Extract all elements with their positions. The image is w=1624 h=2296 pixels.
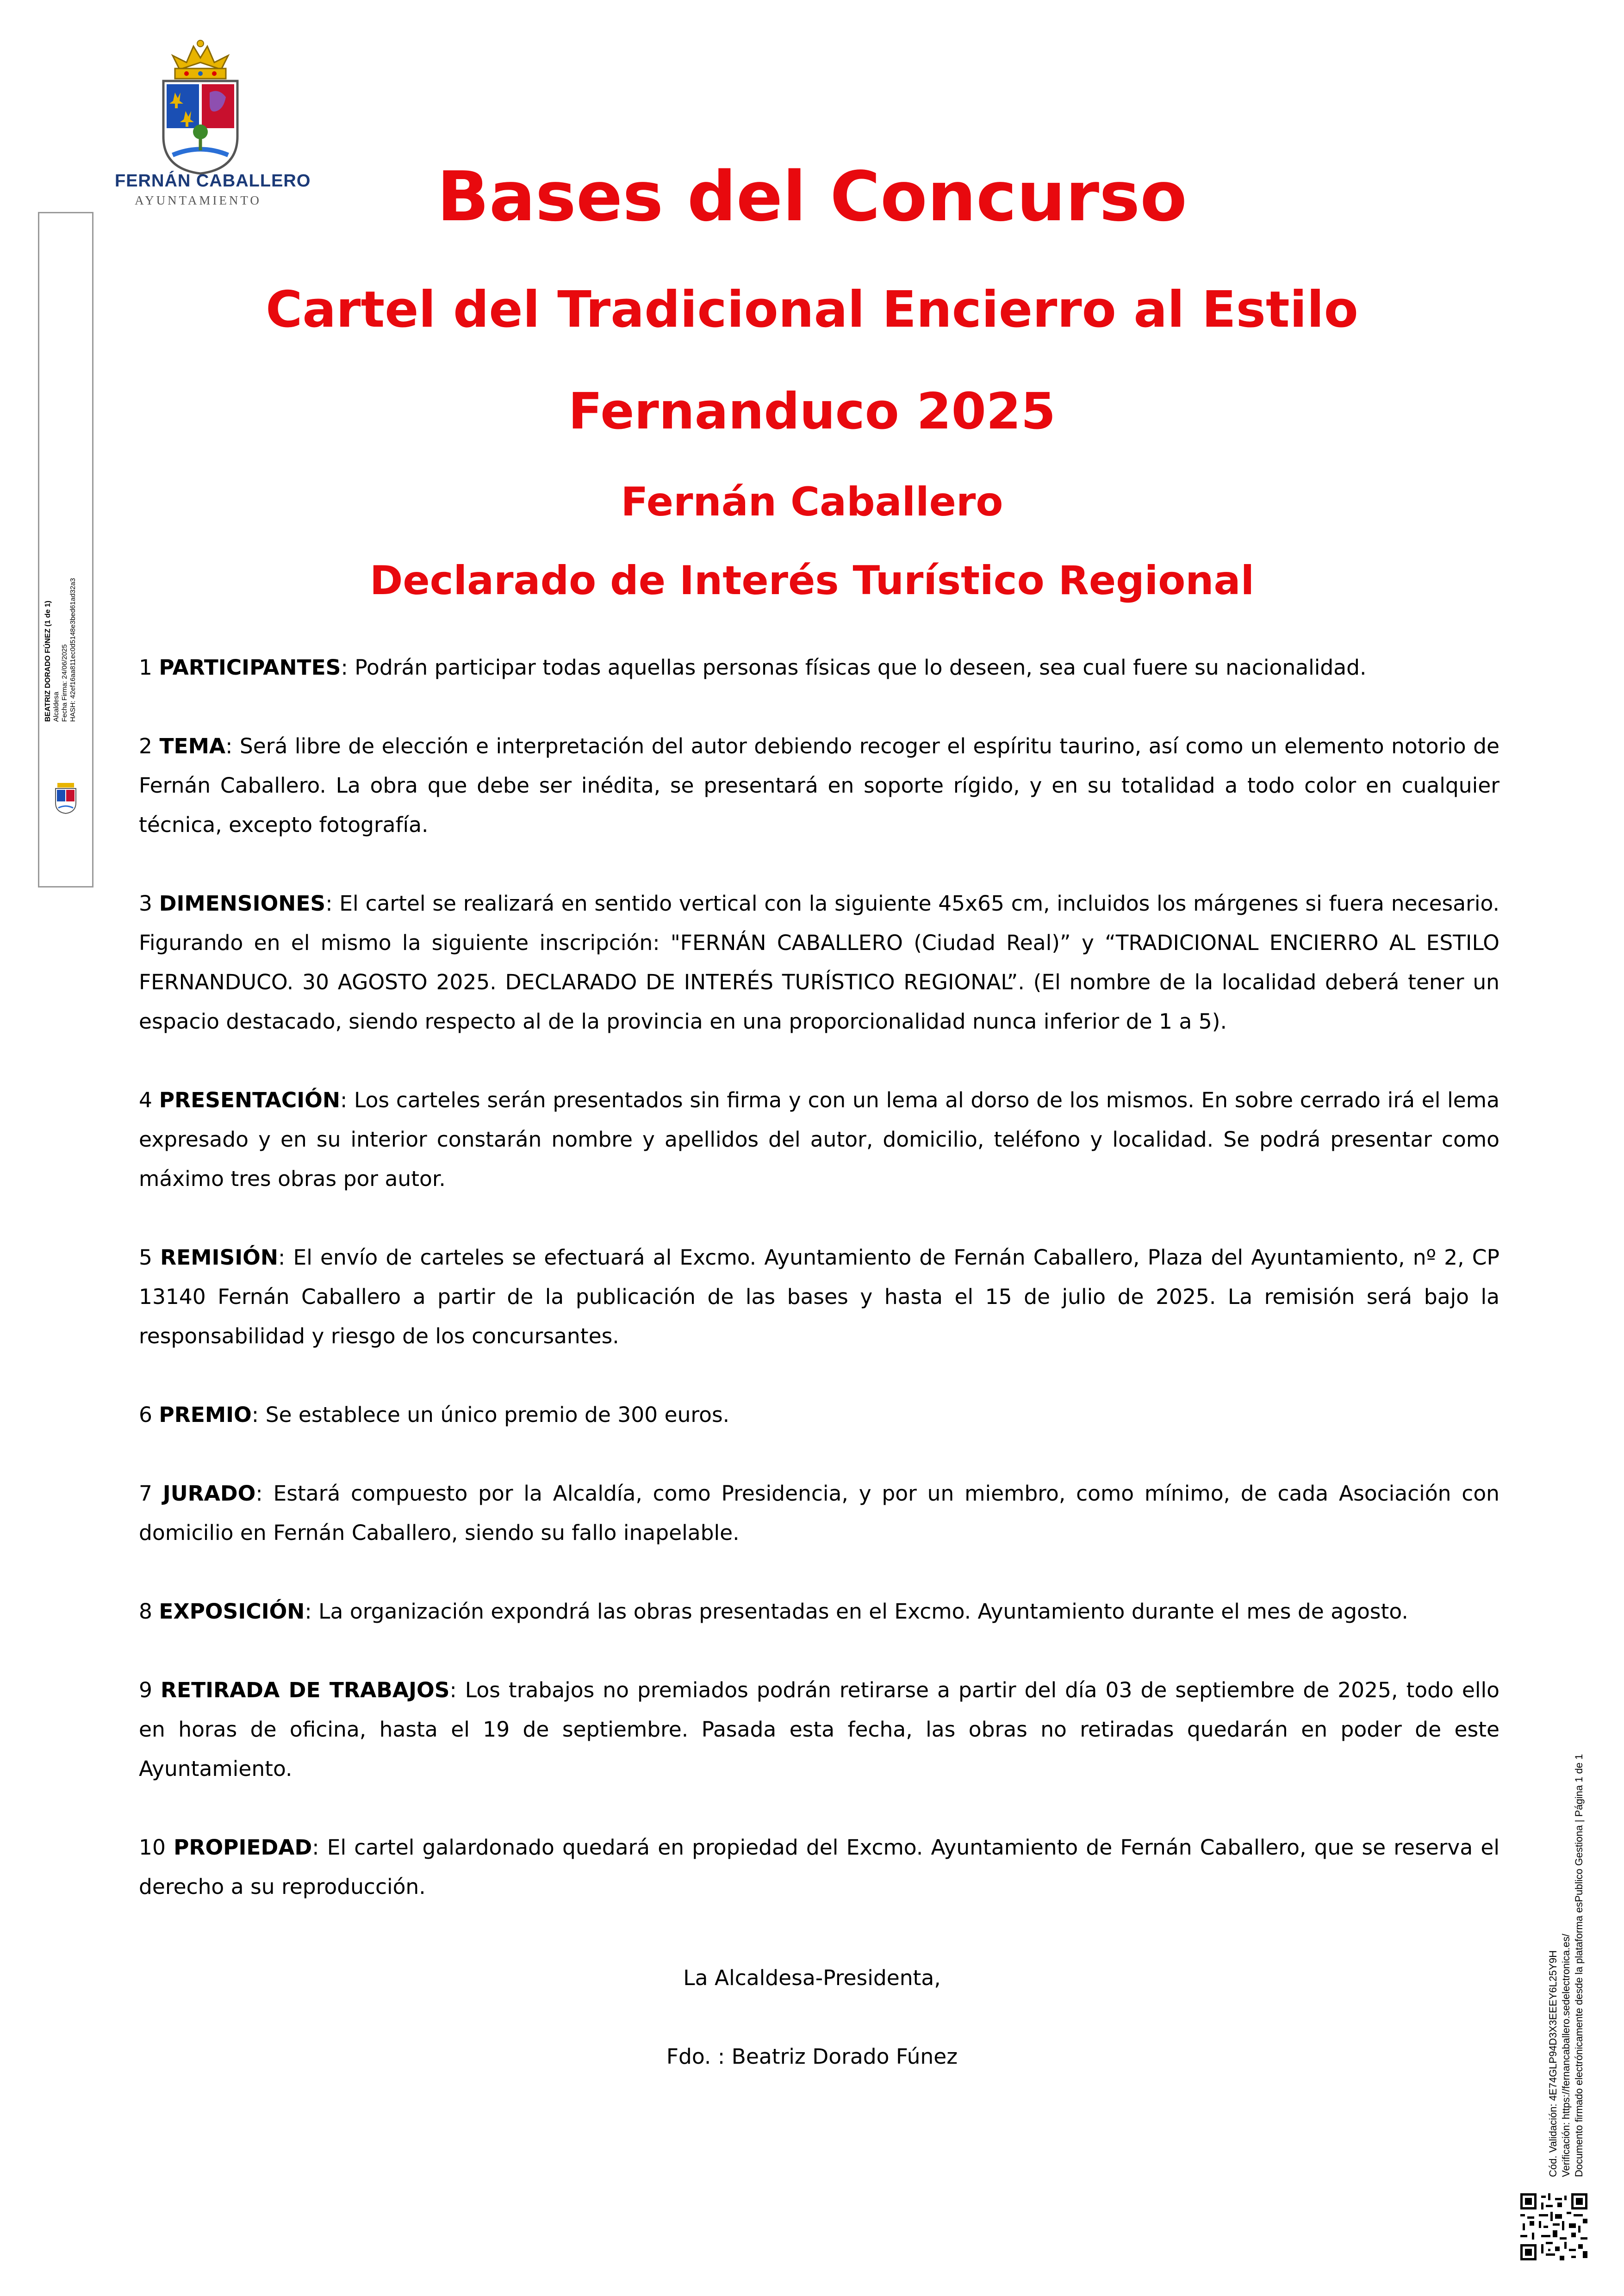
subtitle-line-1: Cartel del Tradicional Encierro al Estilo [266, 281, 1358, 339]
section-title: EXPOSICIÓN [159, 1599, 305, 1624]
main-title: Bases del Concurso [437, 157, 1187, 236]
subtitle-line-2: Fernanduco 2025 [568, 383, 1056, 441]
stamp-signer: BEATRIZ DORADO FÚNEZ (1 de 1) [44, 601, 52, 722]
verification-link[interactable]: Verificación: https://fernancaballero.sedelectronica.es/ [1560, 1934, 1572, 2177]
section-title: DIMENSIONES [159, 891, 326, 916]
validation-footer [1547, 1754, 1586, 2177]
stamp-date: Fecha Firma: 24/06/2025 [61, 644, 68, 722]
section-title: PROPIEDAD [174, 1835, 312, 1860]
validation-code: Cód. Validación: 4E74GLP94D3X3EEEY6L25Y9H [1547, 1950, 1559, 2177]
section-presentacion: 4 PRESENTACIÓN: Los carteles serán presentados sin firma y con un lema al dorso de los mismos. En sobre cerrado irá el lema expresado y en su interior constarán nombre y apellidos del autor, domicilio, teléfono y localidad. Se podrá presentar como máximo tres obras por autor. [139, 1088, 1500, 1191]
section-title: PRESENTACIÓN [159, 1088, 340, 1112]
closing-signature: Fdo. : Beatriz Dorado Fúnez [666, 2044, 958, 2069]
section-title: RETIRADA DE TRABAJOS [160, 1678, 450, 1702]
section-exposicion: 8 EXPOSICIÓN: La organización expondrá las obras presentadas en el Excmo. Ayuntamiento durante el mes de agosto. [139, 1599, 1408, 1624]
rules-body [139, 648, 1500, 1946]
section-title: JURADO [162, 1481, 256, 1506]
stamp-role: Alcaldesa [52, 691, 60, 722]
logo-subtitle: AYUNTAMIENTO [135, 193, 261, 207]
section-title: PREMIO [159, 1402, 252, 1427]
declared-heading: Declarado de Interés Turístico Regional [369, 558, 1255, 604]
section-propiedad: 10 PROPIEDAD: El cartel galardonado quedará en propiedad del Excmo. Ayuntamiento de Fernán Caballero, que se reserva el derecho a su reproducción. [139, 1835, 1500, 1899]
section-tema: 2 TEMA: Será libre de elección e interpretación del autor debiendo recoger el espíritu taurino, así como un elemento notorio de Fernán Caballero. La obra que debe ser inédita, se presentará en soporte rígido, y en su totalidad a todo color en cualquier técnica, excepto fotografía. [139, 734, 1500, 837]
closing-role: La Alcaldesa-Presidenta, [683, 1966, 941, 1990]
section-title: PARTICIPANTES [159, 655, 341, 680]
section-remision: 5 REMISIÓN: El envío de carteles se efectuará al Excmo. Ayuntamiento de Fernán Caballero, Plaza del Ayuntamiento, nº 2, CP 13140 Fernán Caballero a partir de la publicación de las bases y hasta el 15 de julio de 2025. La remisión será bajo la responsabilidad y riesgo de los concursantes. [139, 1245, 1500, 1348]
section-premio: 6 PREMIO: Se establece un único premio de 300 euros. [139, 1402, 730, 1427]
section-participantes: 1 PARTICIPANTES: Podrán participar todas aquellas personas físicas que lo deseen, sea cual fuere su nacionalidad. [139, 655, 1367, 680]
section-title: REMISIÓN [160, 1245, 278, 1270]
section-dimensiones: 3 DIMENSIONES: El cartel se realizará en sentido vertical con la siguiente 45x65 cm, incluidos los márgenes si fuera necesario. Figurando en el mismo la siguiente inscripción: "FERNÁN CABALLERO (Ciudad Real)” y “TRADICIONAL ENCIERRO AL ESTILO FERNANDUCO. 30 AGOSTO 2025. DECLARADO DE INTERÉS TURÍSTICO REGIONAL”. (El nombre de la localidad deberá tener un espacio destacado, siendo respecto al de la provincia en una proporcionalidad nunca inferior de 1 a 5). [139, 891, 1500, 1034]
esign-note: Documento firmado electrónicamente desde la plataforma esPublico Gestiona | Página 1 de 1 [1573, 1754, 1585, 2177]
section-retirada: 9 RETIRADA DE TRABAJOS: Los trabajos no premiados podrán retirarse a partir del día 03 de septiembre de 2025, todo ello en horas de oficina, hasta el 19 de septiembre. Pasada esta fecha, las obras no retiradas quedarán en poder de este Ayuntamiento. [139, 1678, 1500, 1781]
logo-name: FERNÁN CABALLERO [115, 171, 311, 191]
qr-code-icon[interactable] [1520, 2193, 1587, 2260]
stamp-hash: HASH: 42ef16aa811ec0d5148e3bed61ad32a3 [69, 578, 77, 722]
place-heading: Fernán Caballero [621, 479, 1003, 525]
section-jurado: 7 JURADO: Estará compuesto por la Alcaldía, como Presidencia, y por un miembro, como mínimo, de cada Asociación con domicilio en Fernán Caballero, siendo su fallo inapelable. [139, 1481, 1500, 1545]
section-title: TEMA [159, 734, 226, 758]
stamp-shield-icon [52, 782, 80, 814]
